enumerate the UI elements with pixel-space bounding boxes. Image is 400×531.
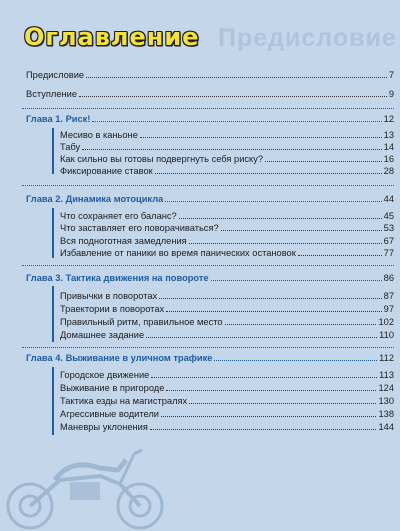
toc-entry-page: 138 [378, 409, 394, 419]
toc-entry-label: Правильный ритм, правильное место [60, 317, 223, 327]
toc-entry[interactable] [60, 165, 394, 177]
page-title: Оглавление [24, 23, 200, 51]
dot-leader [151, 377, 377, 378]
toc-entry-introduction[interactable] [26, 88, 394, 100]
toc-entry-page: 16 [383, 154, 394, 164]
toc-entry[interactable] [60, 316, 394, 328]
toc-entry-label: Агрессивные водители [60, 409, 159, 419]
background-heading: Предисловие [218, 24, 397, 52]
dot-leader [189, 403, 376, 404]
toc-entry[interactable] [60, 141, 394, 153]
dot-leader [166, 311, 382, 312]
chapter-page: 112 [379, 353, 394, 363]
toc-entry-page: 102 [378, 317, 394, 327]
chapter-page: 12 [383, 114, 394, 124]
toc-entry-label: Вступление [26, 89, 77, 99]
toc-entry-page: 77 [383, 248, 394, 258]
chapter-title: Глава 4. Выживание в уличном трафике [26, 353, 213, 363]
dot-leader [265, 161, 382, 162]
section-divider [22, 108, 394, 109]
toc-entry[interactable] [60, 210, 394, 222]
toc-chapter-4[interactable] [26, 352, 394, 364]
toc-entry-page: 113 [379, 370, 394, 380]
toc-entry-page: 53 [383, 223, 394, 233]
toc-entry[interactable] [60, 153, 394, 165]
toc-entry-page: 124 [378, 383, 394, 393]
toc-entry[interactable] [60, 290, 394, 302]
dot-leader [155, 173, 382, 174]
section-divider [22, 347, 394, 348]
chapter-title: Глава 2. Динамика мотоцикла [26, 194, 164, 204]
toc-entry-label: Как сильно вы готовы подвергнуть себя риску? [60, 154, 264, 164]
chapter-bar [52, 286, 54, 342]
toc-entry-label: Маневры уклонения [60, 422, 148, 432]
dot-leader [161, 416, 377, 417]
chapter-page: 44 [383, 194, 394, 204]
toc-entry-label: Что сохраняет его баланс? [60, 211, 177, 221]
chapter-bar [52, 128, 54, 174]
toc-entry[interactable] [60, 222, 394, 234]
toc-entry-page: 67 [383, 236, 394, 246]
chapter-bar [52, 367, 54, 435]
toc-entry-page: 28 [383, 166, 394, 176]
toc-entry-preface[interactable] [26, 69, 394, 81]
dot-leader [166, 390, 376, 391]
toc-entry-page: 14 [383, 142, 394, 152]
toc-entry-label: Табу [60, 142, 81, 152]
dot-leader [92, 121, 381, 122]
dot-leader [189, 243, 382, 244]
toc-entry-label: Домашнее задание [60, 330, 145, 340]
toc-entry-page: 87 [383, 291, 394, 301]
dot-leader [165, 201, 381, 202]
toc-entry-label: Что заставляет его поворачиваться? [60, 223, 219, 233]
toc-chapter-2[interactable] [26, 193, 394, 205]
dot-leader [140, 137, 382, 138]
toc-entry-page: 7 [388, 70, 394, 80]
toc-entry-label: Вся подноготная замедления [60, 236, 187, 246]
toc-entry-page: 144 [378, 422, 394, 432]
dot-leader [221, 230, 382, 231]
dot-leader [298, 255, 382, 256]
dot-leader [79, 96, 387, 97]
dot-leader [214, 360, 377, 361]
toc-entry-label: Фиксирование ставок [60, 166, 153, 176]
toc-entry[interactable] [60, 421, 394, 433]
toc-entry-label: Выживание в пригороде [60, 383, 165, 393]
chapter-bar [52, 208, 54, 258]
toc-entry-page: 97 [383, 304, 394, 314]
toc-chapter-1[interactable] [26, 113, 394, 125]
toc-entry[interactable] [60, 329, 394, 341]
chapter-title: Глава 1. Риск! [26, 114, 91, 124]
toc-entry[interactable] [60, 247, 394, 259]
section-divider [22, 265, 394, 266]
dot-leader [150, 429, 377, 430]
toc-entry[interactable] [60, 303, 394, 315]
section-divider [22, 185, 394, 186]
chapter-title: Глава 3. Тактика движения на повороте [26, 273, 209, 283]
dot-leader [225, 324, 377, 325]
toc-entry-page: 13 [383, 130, 394, 140]
dot-leader [86, 77, 387, 78]
motorcycle-illustration [0, 440, 170, 531]
toc-entry[interactable] [60, 408, 394, 420]
toc-chapter-3[interactable] [26, 272, 394, 284]
toc-entry-label: Траектории в поворотах [60, 304, 165, 314]
chapter-page: 86 [383, 273, 394, 283]
dot-leader [82, 149, 381, 150]
toc-entry[interactable] [60, 235, 394, 247]
toc-entry-label: Привычки в поворотах [60, 291, 158, 301]
toc-entry-page: 9 [388, 89, 394, 99]
dot-leader [159, 298, 381, 299]
toc-entry-page: 110 [379, 330, 394, 340]
toc-entry-label: Тактика езды на магистралях [60, 396, 188, 406]
toc-entry-page: 45 [383, 211, 394, 221]
toc-entry-page: 130 [378, 396, 394, 406]
toc-entry[interactable] [60, 129, 394, 141]
toc-entry[interactable] [60, 395, 394, 407]
toc-entry-label: Избавление от паники во время панических остановок [60, 248, 296, 258]
toc-entry-label: Городское движение [60, 370, 150, 380]
dot-leader [211, 280, 382, 281]
dot-leader [179, 218, 382, 219]
dot-leader [146, 337, 377, 338]
toc-entry[interactable] [60, 382, 394, 394]
toc-entry[interactable] [60, 369, 394, 381]
toc-entry-label: Предисловие [26, 70, 85, 80]
toc-entry-label: Месиво в каньоне [60, 130, 138, 140]
